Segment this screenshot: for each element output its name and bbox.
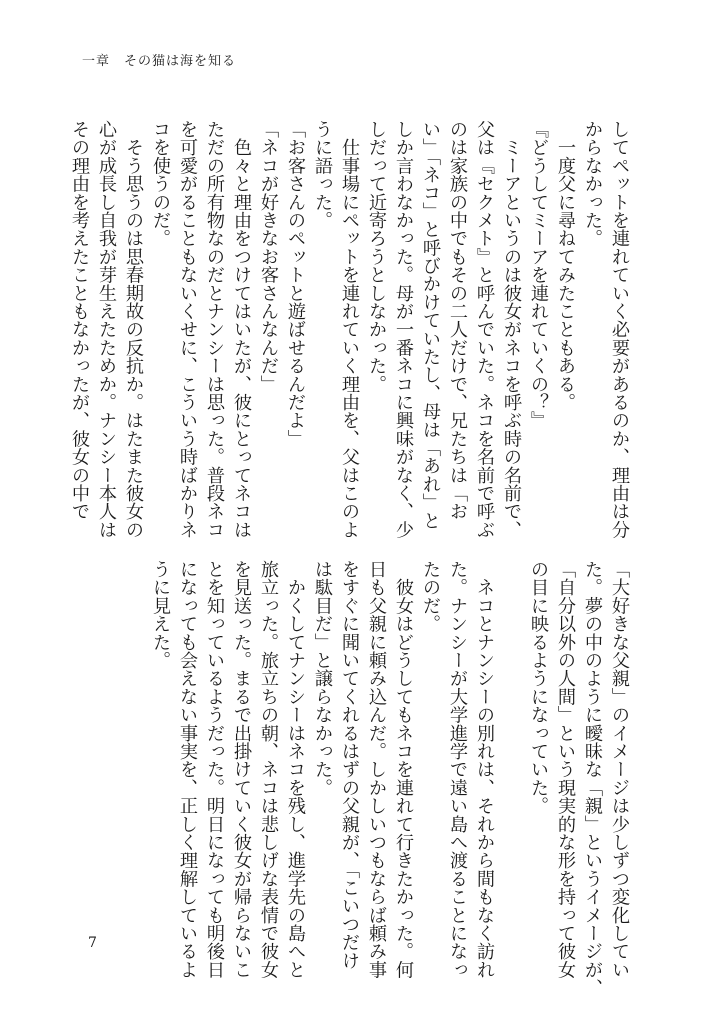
text-line: 日も父親に頼み込んだ。しかしいつもならば頼み事 bbox=[366, 560, 387, 979]
text-line: ただの所有物なのだとナンシーは思った。普段ネコ bbox=[204, 120, 225, 539]
text-line: 仕事場にペットを連れていく理由を、父はこのよ bbox=[339, 120, 360, 539]
text-line: 「ネコが好きなお客さんなんだ」 bbox=[258, 120, 279, 393]
text-line: しだって近寄ろうとしなかった。 bbox=[366, 120, 387, 393]
text-line: 父は『セクメト』と呼んでいた。ネコを名前で呼ぶ bbox=[474, 120, 495, 539]
text-line: 「自分以外の人間」という現実的な形を持って彼女 bbox=[555, 560, 576, 979]
text-line: た。夢の中のように曖昧な「親」というイメージが、 bbox=[582, 560, 603, 997]
text-line bbox=[498, 560, 525, 900]
text-line: 一度父に尋ねてみたこともある。 bbox=[555, 120, 576, 412]
text-line: を見送った。まるで出掛けていく彼女が帰らないこ bbox=[231, 560, 252, 979]
text-line: その理由を考えたこともなかったが、彼女の中で bbox=[69, 120, 90, 521]
text-line: のは家族の中でもその二人だけで、兄たちは「お bbox=[447, 120, 468, 521]
text-line: うに見えた。 bbox=[150, 560, 171, 670]
text-line: そう思うのは思春期故の反抗か。はたまた彼女の bbox=[123, 120, 144, 539]
running-head: 一章 その猫は海を知る bbox=[82, 54, 237, 69]
text-line: 心が成長し自我が芽生えたためか。ナンシー本人は bbox=[96, 120, 117, 539]
text-line: になっても会えない事実を、正しく理解しているよ bbox=[177, 560, 198, 979]
lower-text-block bbox=[150, 560, 633, 997]
text-line: 『どうしてミーアを連れていくの？』 bbox=[528, 120, 549, 430]
text-line: 「お客さんのペットと遊ばせるんだよ」 bbox=[285, 120, 306, 448]
text-line: ミーアというのは彼女がネコを呼ぶ時の名前で、 bbox=[501, 120, 522, 539]
text-line: してペットを連れていく必要があるのか、理由は分 bbox=[609, 120, 630, 539]
text-line: かくしてナンシーはネコを残し、進学先の島へと bbox=[285, 560, 306, 979]
upper-text-block bbox=[69, 120, 633, 539]
text-line: 色々と理由をつけてはいたが、彼にとってネコは bbox=[231, 120, 252, 539]
text-line: たのだ。 bbox=[420, 560, 441, 633]
text-line: を可愛がることもないくせに、こういう時ばかりネ bbox=[177, 120, 198, 539]
text-line: い」「ネコ」と呼びかけていたし、母は「あれ」と bbox=[420, 120, 441, 530]
text-line: は駄目だ」と譲らなかった。 bbox=[312, 560, 333, 797]
text-line: からなかった。 bbox=[582, 120, 603, 248]
text-line: コを使うのだ。 bbox=[150, 120, 171, 248]
text-line: しか言わなかった。母が一番ネコに興味がなく、少 bbox=[393, 120, 414, 539]
text-line: うに語った。 bbox=[312, 120, 333, 230]
text-line: の目に映るようになっていた。 bbox=[528, 560, 549, 815]
text-line: 彼女はどうしてもネコを連れて行きたかった。何 bbox=[393, 560, 414, 979]
text-line: とを知っているようだった。明日になっても明後日 bbox=[204, 560, 225, 979]
page-number: 7 bbox=[88, 935, 97, 951]
text-line: ネコとナンシーの別れは、それから間もなく訪れ bbox=[474, 560, 495, 979]
text-line: 旅立った。旅立ちの朝、ネコは悲しげな表情で彼女 bbox=[258, 560, 279, 979]
text-line: 「大好きな父親」のイメージは少しずつ変化してい bbox=[609, 560, 630, 979]
text-line: をすぐに聞いてくれるはずの父親が、「こいつだけ bbox=[339, 560, 360, 970]
text-line: た。ナンシーが大学進学で遠い島へ渡ることになっ bbox=[447, 560, 468, 979]
